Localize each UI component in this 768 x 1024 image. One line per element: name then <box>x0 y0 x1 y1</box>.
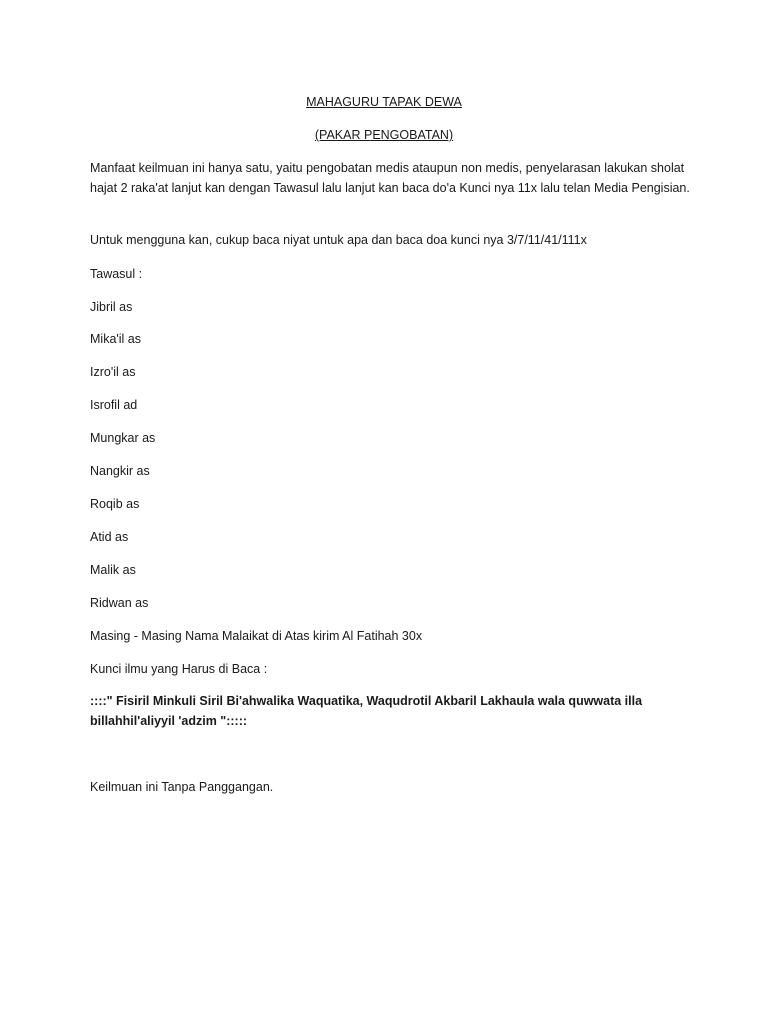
list-item: Nangkir as <box>90 464 150 478</box>
tawasul-label: Tawasul : <box>90 267 143 281</box>
list-item: Jibril as <box>90 300 133 314</box>
list-item: Roqib as <box>90 497 140 511</box>
closing-line: Keilmuan ini Tanpa Panggangan. <box>90 780 274 794</box>
fatihah-note: Masing - Masing Nama Malaikat di Atas kirim Al Fatihah 30x <box>90 629 423 643</box>
document-subtitle: (PAKAR PENGOBATAN) <box>314 128 454 142</box>
kunci-text: ::::" Fisiril Minkuli Siril Bi'ahwalika Waquatika, Waqudrotil Akbaril Lakhaula wala quwwata illa billahhil'aliyyil 'adzim "::::: <box>90 694 643 728</box>
list-item: Ridwan as <box>90 596 149 610</box>
list-item: Malik as <box>90 563 136 577</box>
list-item: Atid as <box>90 530 129 544</box>
kunci-label: Kunci ilmu yang Harus di Baca : <box>90 662 268 676</box>
list-item: Isrofil ad <box>90 398 138 412</box>
usage-paragraph: Untuk mengguna kan, cukup baca niyat untuk apa dan baca doa kunci nya 3/7/11/41/111x <box>90 233 587 247</box>
list-item: Mungkar as <box>90 431 156 445</box>
list-item: Izro'il as <box>90 365 136 379</box>
intro-paragraph: Manfaat keilmuan ini hanya satu, yaitu pengobatan medis ataupun non medis, penyelarasan lakukan sholat hajat 2 raka'at lanjut kan dengan Tawasul lalu lanjut kan baca do'a Kunci nya 11x lalu telan Media Pengisian. <box>90 161 690 195</box>
list-item: Mika'il as <box>90 332 142 346</box>
document-title: MAHAGURU TAPAK DEWA <box>306 95 462 109</box>
